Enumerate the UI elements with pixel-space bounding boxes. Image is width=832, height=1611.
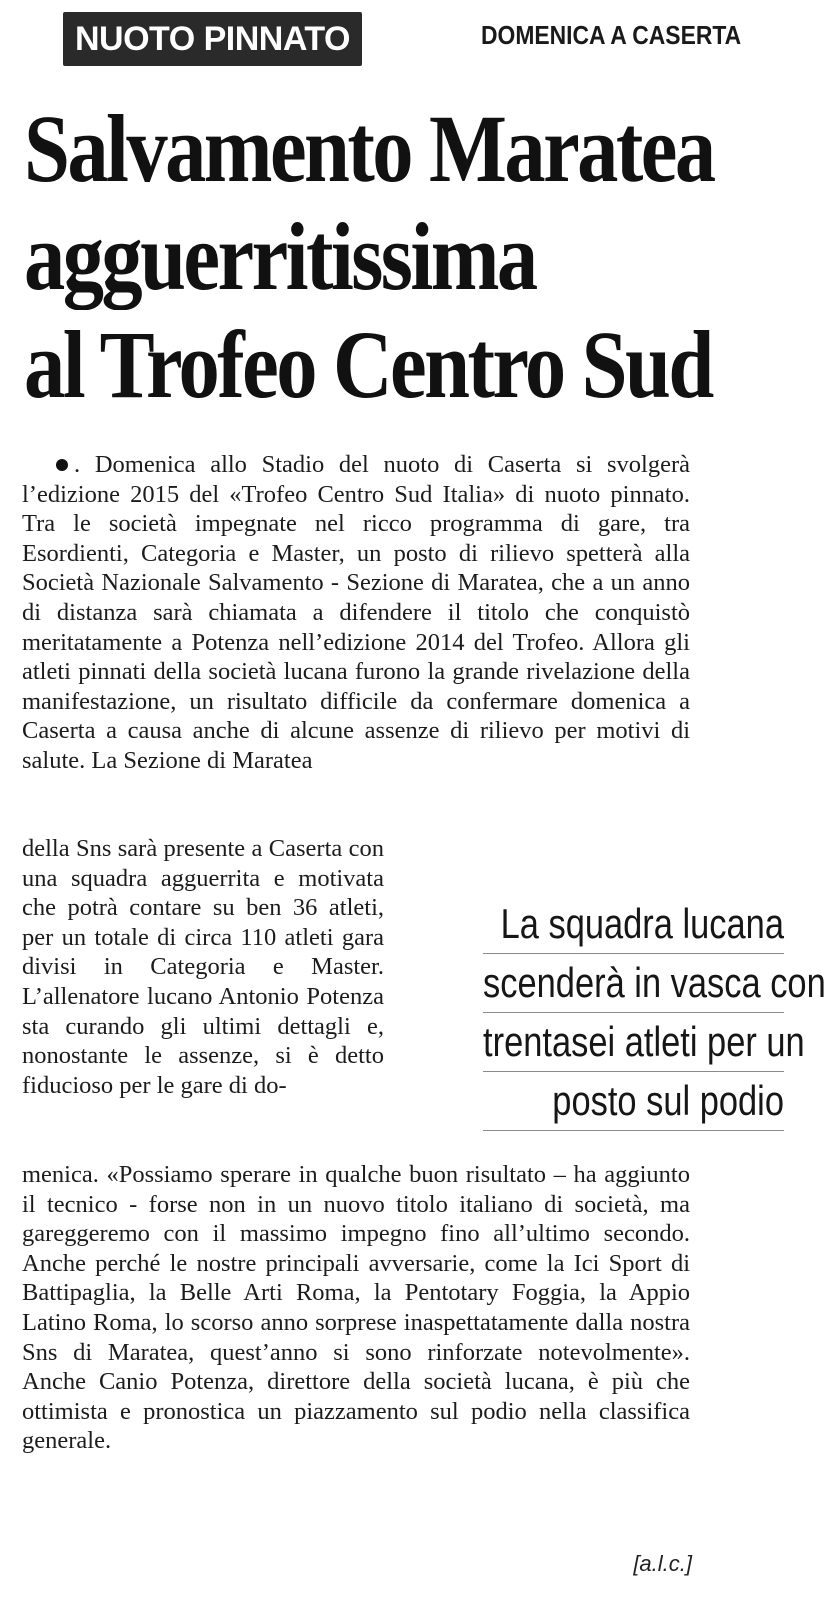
pull-quote-line-4: posto sul podio	[483, 1072, 784, 1131]
bullet-icon	[56, 459, 68, 471]
pull-quote-line-1: La squadra lucana	[483, 895, 784, 954]
section-kicker: NUOTO PINNATO	[63, 12, 362, 66]
article-lead-paragraph	[22, 450, 690, 776]
headline-line-3: al Trofeo Centro Sud	[24, 311, 712, 418]
article-narrow-column: della Sns sarà presente a Caserta con una squadra agguerrita e motivata che potrà contare su ben 36 atleti, per un totale di circa 110 atleti gara divisi in Categoria e Master. L’allenatore lucano Antonio Potenza sta curando gli ultimi dettagli e, nonostante le assenze, si è detto fiducioso per le gare di do-	[22, 835, 384, 1099]
pull-quote-line-2: scenderà in vasca con	[483, 954, 784, 1013]
pull-quote	[417, 895, 826, 1131]
headline	[24, 95, 824, 419]
headline-line-1: Salvamento Maratea	[24, 95, 714, 202]
headline-line-2: agguerritissima	[24, 203, 536, 310]
pull-quote-line-3: trentasei atleti per un	[483, 1013, 784, 1072]
author-signature: [a.l.c.]	[633, 1551, 692, 1576]
article-closing-paragraph: menica. «Possiamo sperare in qualche buon risultato – ha aggiunto il tecnico - forse non in un nuovo titolo italiano di società, ma gareggeremo con il massimo impegno fino all’ultimo secondo. Anche perché le nostre principali avversarie, come la Ici Sport di Battipaglia, la Belle Arti Roma, la Pentotary Foggia, la Appio Latino Roma, lo scorso anno sorprese inaspettatamente dalla nostra Sns di Maratea, quest’anno si sono rinforzate notevolmente». Anche Canio Potenza, direttore della società lucana, è più che ottimista e pronostica un piazzamento sul podio nella classifica generale.	[22, 1161, 690, 1455]
article-lead-text: . Domenica allo Stadio del nuoto di Caserta si svolgerà l’edizione 2015 del «Trofeo Centro Sud Italia» di nuoto pinnato. Tra le società impegnate nel ricco programma di gare, tra Esordienti, Categoria e Master, un posto di rilievo spetterà alla Società Nazionale Salvamento - Sezione di Maratea, che a un anno di distanza sarà chiamata a difendere il titolo che conquistò meritatamente a Potenza nell’edizione 2014 del Trofeo. Allora gli atleti pinnati della società lucana furono la grande rivelazione della manifestazione, un risultato difficile da confermare domenica a Caserta a causa anche di alcune assenze di rilievo per motivi di salute. La Sezione di Maratea	[22, 451, 690, 774]
dateline: DOMENICA A CASERTA	[481, 20, 742, 50]
